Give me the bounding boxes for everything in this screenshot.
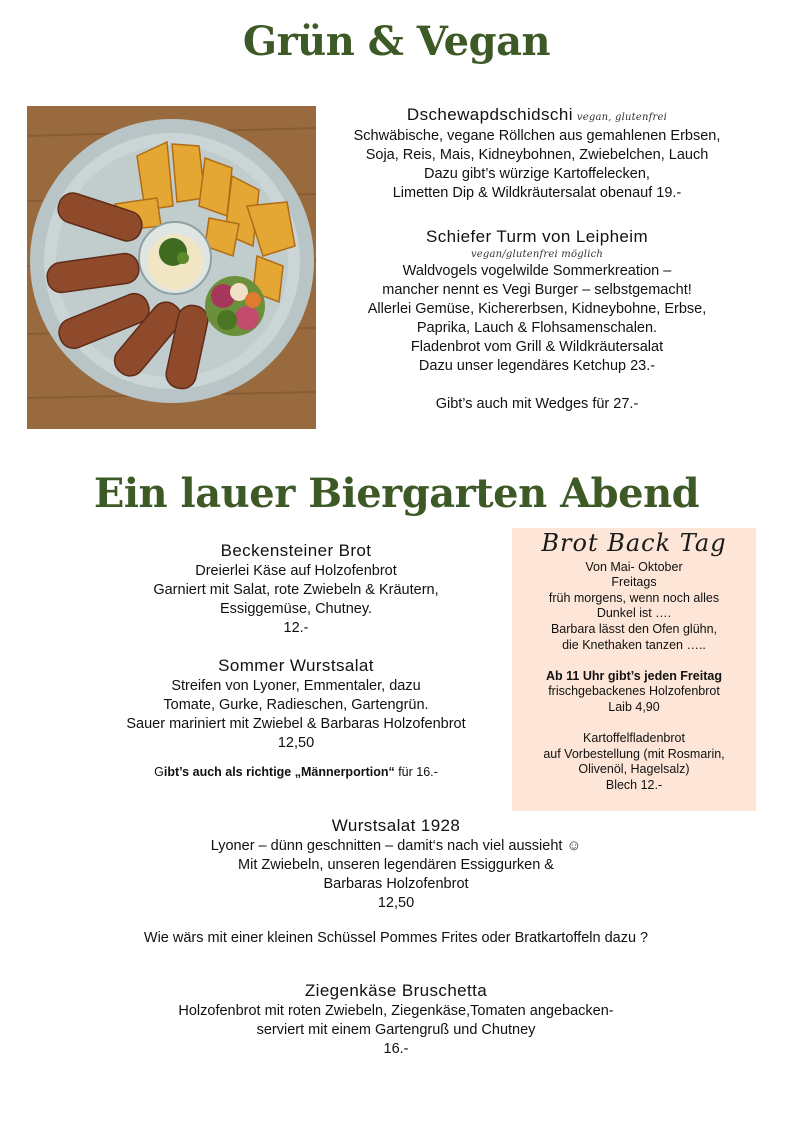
dish-description-line: Essiggemüse, Chutney.: [219, 601, 373, 617]
dish-description-line: Soja, Reis, Mais, Kidneybohnen, Zwiebelchen, Lauch: [365, 147, 709, 163]
dish-description-line: Mit Zwiebeln, unseren legendären Essiggurken &: [238, 857, 554, 873]
box-line: Dunkel ist ….: [596, 606, 672, 621]
dish-description-line: Limetten Dip & Wildkräutersalat obenauf 19.-: [392, 185, 682, 201]
dish-wurstsalat-1928: [96, 815, 696, 913]
box-line: auf Vorbestellung (mit Rosmarin,: [543, 746, 725, 761]
dish-name: Sommer Wurstsalat: [218, 656, 374, 675]
dish-price: 16.-: [383, 1041, 409, 1057]
dish-description-line: serviert mit einem Gartengruß und Chutney: [256, 1022, 536, 1038]
dish-description-line: Holzofenbrot mit roten Zwiebeln, Ziegenkäse,Tomaten angebacken-: [178, 1003, 614, 1019]
dish-description-line: Dazu unser legendäres Ketchup 23.-: [418, 358, 656, 374]
dish-name: Schiefer Turm von Leipheim: [425, 227, 649, 246]
dish-description-line: Streifen von Lyoner, Emmentaler, dazu: [171, 678, 421, 694]
dish-description-line: Fladenbrot vom Grill & Wildkräutersalat: [410, 339, 664, 355]
dish-description-line: Paprika, Lauch & Flohsamenschalen.: [416, 320, 658, 336]
dish-description-line: mancher nennt es Vegi Burger – selbstgemacht!: [382, 282, 692, 298]
dish-description-line: Dazu gibt’s würzige Kartoffelecken,: [424, 166, 650, 182]
dish-tag: vegan, glutenfrei: [576, 112, 668, 123]
section-title-biergarten: Ein lauer Biergarten Abend: [93, 470, 700, 517]
box-line-bold: Ab 11 Uhr gibt’s jeden Freitag: [546, 668, 722, 683]
box-line: Laib 4,90: [608, 699, 660, 714]
brot-back-tag-box: [512, 528, 756, 811]
dish-price: 12,50: [277, 735, 315, 751]
box-line: Barbara lässt den Ofen glühn,: [550, 621, 718, 636]
dish-photo: [27, 106, 316, 429]
dish-description-line: Schwäbische, vegane Röllchen aus gemahlenen Erbsen,: [353, 128, 721, 144]
dish-description-line: Lyoner – dünn geschnitten – damit‘s nach viel aussieht ☺: [210, 838, 582, 854]
maennerportion-note: Gibt’s auch als richtige „Männerportion“ für 16.-: [154, 765, 438, 779]
dish-name: Wurstsalat 1928: [331, 816, 461, 835]
dish-ziegenkaese-bruschetta: [96, 980, 696, 1059]
dish-tag: vegan/glutenfrei möglich: [470, 249, 604, 260]
dish-description-line: Sauer mariniert mit Zwiebel & Barbaras Holzofenbrot: [126, 716, 466, 732]
box-line: Olivenöl, Hagelsalz): [578, 762, 690, 777]
dish-description-line: Allerlei Gemüse, Kichererbsen, Kidneybohne, Erbse,: [367, 301, 707, 317]
box-title: Brot Back Tag: [541, 529, 727, 557]
dish-beckensteiner-brot: [96, 540, 496, 638]
box-line: Blech 12.-: [605, 777, 663, 792]
dish-description-line: Waldvogels vogelwilde Sommerkreation –: [402, 263, 672, 279]
dish-description-line: Barbaras Holzofenbrot: [323, 876, 469, 892]
dish-description-line: Dreierlei Käse auf Holzofenbrot: [195, 563, 397, 579]
section-title-gruen-vegan: Grün & Vegan: [242, 18, 551, 65]
box-line: Freitags: [611, 575, 657, 590]
dish-schiefer-turm: [322, 226, 752, 414]
box-line: früh morgens, wenn noch alles: [548, 590, 720, 605]
dish-price: 12.-: [283, 620, 309, 636]
dish-name: Beckensteiner Brot: [220, 541, 372, 560]
box-line: die Knethaken tanzen …..: [562, 637, 706, 652]
dish-sommer-wurstsalat: [96, 655, 496, 782]
dish-dschewapdschidschi: [322, 104, 752, 203]
dish-extra-option: Gibt’s auch mit Wedges für 27.-: [435, 396, 639, 412]
side-dish-question: Wie wärs mit einer kleinen Schüssel Pommes Frites oder Bratkartoffeln dazu ?: [143, 930, 649, 946]
dish-price: 12,50: [377, 895, 415, 911]
box-line: Kartoffelfladenbrot: [583, 731, 685, 746]
box-line: frischgebackenes Holzofenbrot: [548, 684, 720, 699]
dish-name: Ziegenkäse Bruschetta: [304, 981, 488, 1000]
box-line: Von Mai- Oktober: [585, 559, 683, 574]
dish-description-line: Garniert mit Salat, rote Zwiebeln & Kräutern,: [153, 582, 439, 598]
dish-description-line: Tomate, Gurke, Radieschen, Gartengrün.: [163, 697, 429, 713]
dish-name: Dschewapdschidschi: [406, 105, 573, 124]
